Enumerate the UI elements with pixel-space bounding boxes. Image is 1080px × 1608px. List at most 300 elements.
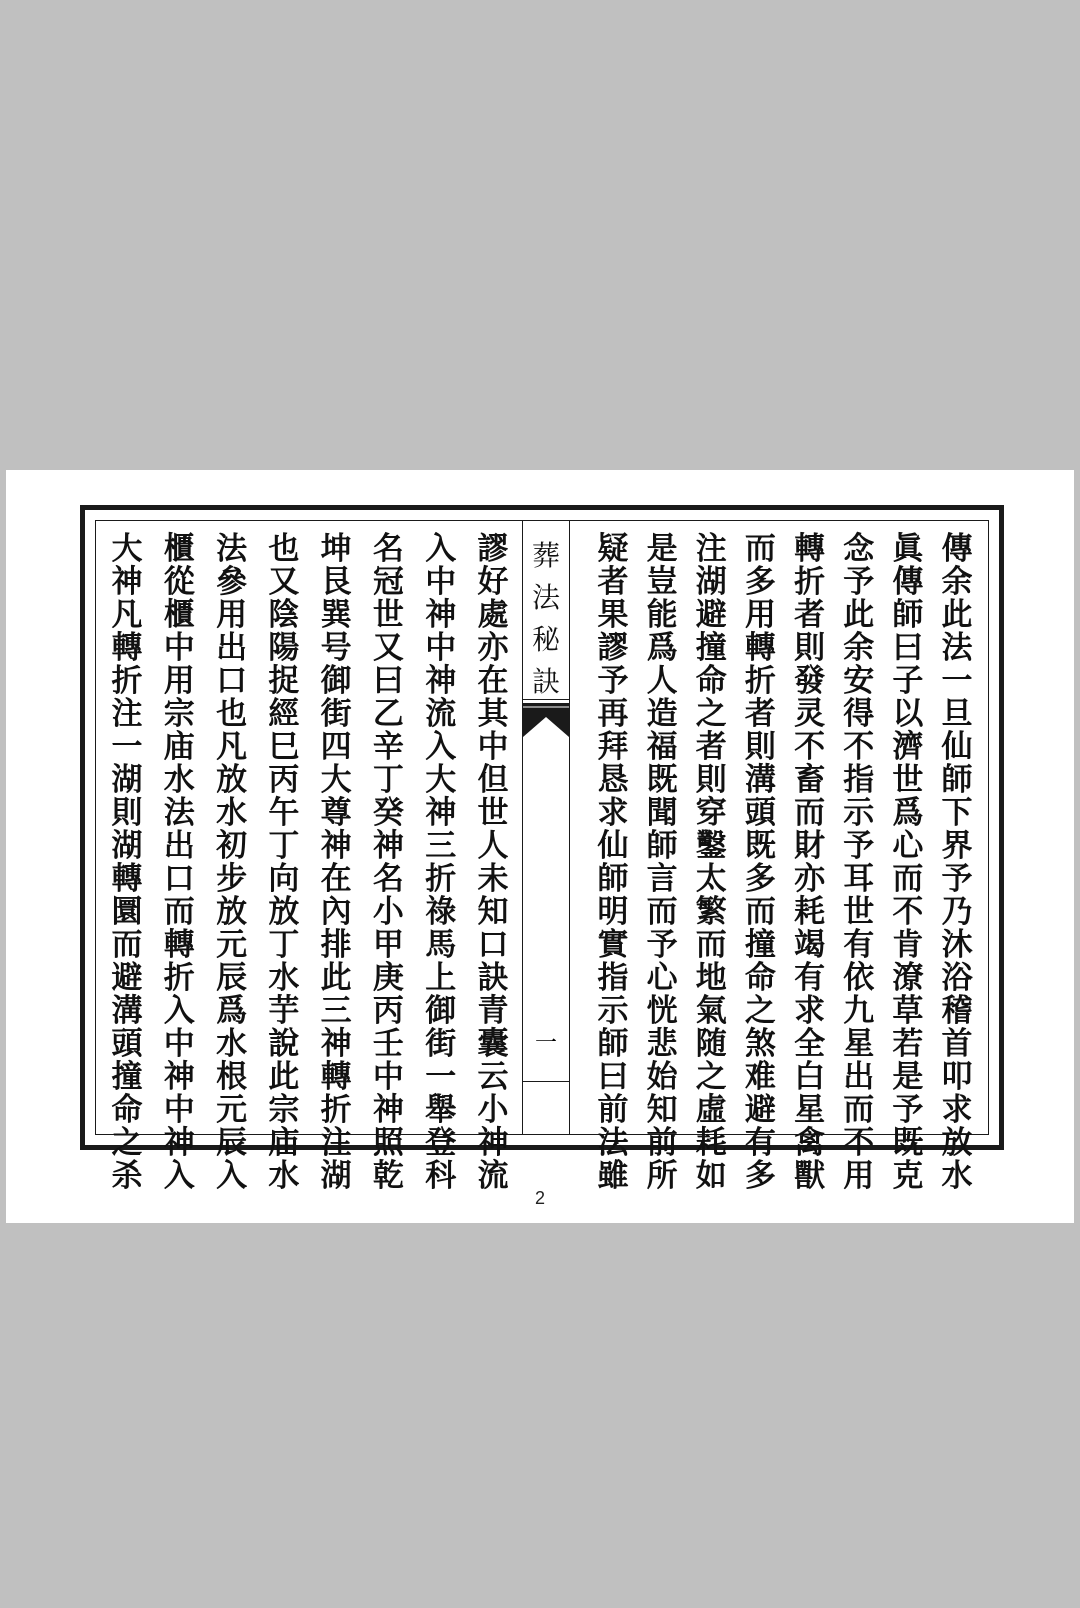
text-column <box>213 527 251 1194</box>
glyph: 再 <box>597 696 629 732</box>
glyph: 用 <box>163 663 195 699</box>
glyph: 訣 <box>477 960 509 996</box>
glyph: 既 <box>646 762 678 798</box>
glyph: 既 <box>744 828 776 864</box>
glyph: 口 <box>216 663 248 699</box>
glyph: 其 <box>477 696 509 732</box>
glyph: 尊 <box>320 795 352 831</box>
glyph: 四 <box>320 729 352 765</box>
glyph: 捉 <box>268 663 300 699</box>
glyph: 者 <box>597 564 629 600</box>
glyph: 向 <box>268 861 300 897</box>
glyph: 仙 <box>941 729 973 765</box>
glyph: 克 <box>892 1158 924 1194</box>
glyph: 櫃 <box>163 597 195 633</box>
glyph: 庙 <box>163 729 195 765</box>
glyph: 折 <box>111 663 143 699</box>
glyph: 未 <box>477 861 509 897</box>
text-column <box>741 527 779 1194</box>
glyph: 示 <box>597 993 629 1029</box>
glyph: 地 <box>695 960 727 996</box>
glyph: 撞 <box>695 630 727 666</box>
glyph: 心 <box>646 960 678 996</box>
glyph: 撞 <box>744 927 776 963</box>
glyph: 有 <box>794 960 826 996</box>
center-title <box>523 535 569 703</box>
scanned-page <box>6 470 1074 1223</box>
glyph: 元 <box>216 927 248 963</box>
glyph: 心 <box>892 828 924 864</box>
glyph: 太 <box>695 861 727 897</box>
glyph: 豈 <box>646 564 678 600</box>
glyph: 命 <box>695 663 727 699</box>
center-rule-top <box>523 699 569 700</box>
glyph: 神 <box>477 1125 509 1161</box>
glyph: 仙 <box>597 828 629 864</box>
text-column <box>317 527 355 1194</box>
glyph: 而 <box>111 927 143 963</box>
glyph: 丙 <box>372 993 404 1029</box>
glyph: 悲 <box>646 1026 678 1062</box>
glyph: 界 <box>941 828 973 864</box>
glyph: 是 <box>892 1059 924 1095</box>
glyph: 者 <box>695 729 727 765</box>
glyph: 亦 <box>477 630 509 666</box>
text-column <box>265 527 303 1194</box>
glyph: 處 <box>477 597 509 633</box>
glyph: 艮 <box>320 564 352 600</box>
glyph: 耗 <box>794 894 826 930</box>
glyph: 用 <box>216 597 248 633</box>
glyph: 知 <box>646 1092 678 1128</box>
glyph: 濟 <box>892 729 924 765</box>
glyph: 不 <box>794 729 826 765</box>
glyph: 叩 <box>941 1059 973 1095</box>
glyph: 小 <box>477 1092 509 1128</box>
glyph: 人 <box>477 828 509 864</box>
glyph: 穿 <box>695 795 727 831</box>
glyph: 鑿 <box>695 828 727 864</box>
glyph: 明 <box>597 894 629 930</box>
glyph: 人 <box>646 663 678 699</box>
glyph: 神 <box>111 564 143 600</box>
glyph: 曰 <box>372 663 404 699</box>
glyph: 湖 <box>320 1158 352 1194</box>
glyph: 雖 <box>597 1158 629 1194</box>
text-column <box>369 527 407 1194</box>
glyph: 名 <box>372 861 404 897</box>
glyph: 巽 <box>320 597 352 633</box>
glyph: 陽 <box>268 630 300 666</box>
glyph: 折 <box>163 960 195 996</box>
glyph: 中 <box>163 1092 195 1128</box>
glyph: 耗 <box>695 1125 727 1161</box>
glyph: 師 <box>941 762 973 798</box>
title-glyph: 葬 <box>531 539 560 572</box>
glyph: 冠 <box>372 564 404 600</box>
glyph: 灵 <box>794 696 826 732</box>
glyph: 神 <box>372 828 404 864</box>
glyph: 中 <box>372 1059 404 1095</box>
glyph: 祿 <box>425 894 457 930</box>
glyph: 名 <box>372 531 404 567</box>
glyph: 神 <box>163 1125 195 1161</box>
glyph: 則 <box>744 729 776 765</box>
text-column <box>692 527 730 1194</box>
glyph: 照 <box>372 1125 404 1161</box>
glyph: 丁 <box>268 927 300 963</box>
glyph: 御 <box>425 993 457 1029</box>
glyph: 折 <box>744 663 776 699</box>
glyph: 之 <box>695 696 727 732</box>
glyph: 若 <box>892 1026 924 1062</box>
glyph: 湖 <box>695 564 727 600</box>
glyph: 拜 <box>597 729 629 765</box>
glyph: 囊 <box>477 1026 509 1062</box>
glyph: 御 <box>320 663 352 699</box>
glyph: 謬 <box>477 531 509 567</box>
glyph: 而 <box>163 894 195 930</box>
glyph: 注 <box>111 696 143 732</box>
glyph: 青 <box>477 993 509 1029</box>
glyph: 煞 <box>744 1026 776 1062</box>
glyph: 凡 <box>216 729 248 765</box>
glyph: 科 <box>425 1158 457 1194</box>
glyph: 避 <box>695 597 727 633</box>
glyph: 中 <box>477 729 509 765</box>
center-rule-bottom <box>523 1081 569 1082</box>
glyph: 而 <box>646 894 678 930</box>
text-column <box>938 527 976 1194</box>
glyph: 神 <box>425 795 457 831</box>
glyph: 謬 <box>597 630 629 666</box>
glyph: 九 <box>843 993 875 1029</box>
glyph: 步 <box>216 861 248 897</box>
glyph: 撞 <box>111 1059 143 1095</box>
glyph: 肯 <box>892 927 924 963</box>
glyph: 則 <box>695 762 727 798</box>
glyph: 放 <box>941 1125 973 1161</box>
glyph: 疑 <box>597 531 629 567</box>
glyph: 圜 <box>111 894 143 930</box>
glyph: 根 <box>216 1059 248 1095</box>
glyph: 口 <box>477 927 509 963</box>
glyph: 世 <box>477 795 509 831</box>
glyph: 又 <box>372 630 404 666</box>
glyph: 內 <box>320 894 352 930</box>
glyph: 壬 <box>372 1026 404 1062</box>
glyph: 水 <box>216 795 248 831</box>
glyph: 眞 <box>892 531 924 567</box>
text-column <box>108 527 146 1194</box>
glyph: 言 <box>646 861 678 897</box>
glyph: 轉 <box>744 630 776 666</box>
glyph: 禽 <box>794 1125 826 1161</box>
glyph: 恳 <box>597 762 629 798</box>
glyph: 命 <box>111 1092 143 1128</box>
glyph: 余 <box>843 630 875 666</box>
glyph: 則 <box>111 795 143 831</box>
glyph: 此 <box>268 1059 300 1095</box>
glyph: 多 <box>744 1158 776 1194</box>
glyph: 而 <box>843 1092 875 1128</box>
glyph: 折 <box>794 564 826 600</box>
text-column <box>889 527 927 1194</box>
glyph: 指 <box>597 960 629 996</box>
glyph: 号 <box>320 630 352 666</box>
glyph: 世 <box>843 894 875 930</box>
glyph: 街 <box>320 696 352 732</box>
glyph: 轉 <box>111 630 143 666</box>
glyph: 世 <box>892 762 924 798</box>
glyph: 法 <box>216 531 248 567</box>
glyph: 旦 <box>941 696 973 732</box>
glyph: 亦 <box>794 861 826 897</box>
glyph: 前 <box>646 1125 678 1161</box>
glyph: 下 <box>941 795 973 831</box>
glyph: 丁 <box>268 828 300 864</box>
glyph: 用 <box>744 597 776 633</box>
fishtail-mark <box>523 703 569 737</box>
glyph: 予 <box>941 861 973 897</box>
glyph: 法 <box>163 795 195 831</box>
glyph: 折 <box>320 1092 352 1128</box>
glyph: 星 <box>843 1026 875 1062</box>
text-column <box>594 527 632 1194</box>
text-column <box>474 527 512 1194</box>
glyph: 入 <box>163 1158 195 1194</box>
glyph: 而 <box>794 795 826 831</box>
glyph: 入 <box>216 1158 248 1194</box>
glyph: 溝 <box>111 993 143 1029</box>
glyph: 水 <box>268 1158 300 1194</box>
glyph: 得 <box>843 696 875 732</box>
glyph: 虛 <box>695 1092 727 1128</box>
glyph: 之 <box>695 1059 727 1095</box>
glyph: 恍 <box>646 993 678 1029</box>
glyph: 宗 <box>163 696 195 732</box>
glyph: 氣 <box>695 993 727 1029</box>
glyph: 首 <box>941 1026 973 1062</box>
glyph: 午 <box>268 795 300 831</box>
glyph: 用 <box>843 1158 875 1194</box>
glyph: 乙 <box>372 696 404 732</box>
glyph: 随 <box>695 1026 727 1062</box>
glyph: 經 <box>268 696 300 732</box>
glyph: 能 <box>646 597 678 633</box>
left-half-text <box>108 527 512 1194</box>
glyph: 三 <box>425 828 457 864</box>
glyph: 放 <box>268 894 300 930</box>
glyph: 安 <box>843 663 875 699</box>
glyph: 爲 <box>646 630 678 666</box>
right-half-text <box>594 527 976 1194</box>
glyph: 避 <box>111 960 143 996</box>
glyph: 折 <box>425 861 457 897</box>
glyph: 櫃 <box>163 531 195 567</box>
page-number: 2 <box>534 1188 545 1208</box>
glyph: 也 <box>216 696 248 732</box>
glyph: 有 <box>843 927 875 963</box>
glyph: 求 <box>941 1092 973 1128</box>
glyph: 难 <box>744 1059 776 1095</box>
glyph: 排 <box>320 927 352 963</box>
glyph: 者 <box>794 597 826 633</box>
glyph: 元 <box>216 1092 248 1128</box>
glyph: 前 <box>597 1092 629 1128</box>
glyph: 在 <box>320 861 352 897</box>
glyph: 所 <box>646 1158 678 1194</box>
glyph: 曰 <box>597 1059 629 1095</box>
glyph: 既 <box>892 1125 924 1161</box>
glyph: 也 <box>268 531 300 567</box>
glyph: 街 <box>425 1026 457 1062</box>
glyph: 示 <box>843 795 875 831</box>
glyph: 避 <box>744 1092 776 1128</box>
glyph: 神 <box>425 597 457 633</box>
glyph: 神 <box>163 1059 195 1095</box>
glyph: 舉 <box>425 1092 457 1128</box>
text-column <box>791 527 829 1194</box>
page-border-outer <box>80 505 1004 1194</box>
glyph: 庚 <box>372 960 404 996</box>
glyph: 神 <box>320 1026 352 1062</box>
glyph: 傳 <box>941 531 973 567</box>
glyph: 大 <box>320 762 352 798</box>
glyph: 出 <box>163 828 195 864</box>
glyph: 之 <box>744 993 776 1029</box>
glyph: 轉 <box>111 861 143 897</box>
glyph: 念 <box>843 531 875 567</box>
glyph: 頭 <box>111 1026 143 1062</box>
glyph: 實 <box>597 927 629 963</box>
glyph: 之 <box>111 1125 143 1161</box>
glyph: 不 <box>843 1125 875 1161</box>
glyph: 爲 <box>892 795 924 831</box>
glyph: 一 <box>425 1059 457 1095</box>
glyph: 有 <box>744 1125 776 1161</box>
glyph: 辰 <box>216 960 248 996</box>
glyph: 如 <box>695 1158 727 1194</box>
glyph: 予 <box>843 564 875 600</box>
glyph: 而 <box>744 531 776 567</box>
glyph: 竭 <box>794 927 826 963</box>
glyph: 馬 <box>425 927 457 963</box>
glyph: 宗 <box>268 1092 300 1128</box>
glyph: 放 <box>216 894 248 930</box>
glyph: 頭 <box>744 795 776 831</box>
glyph: 登 <box>425 1125 457 1161</box>
glyph: 沐 <box>941 927 973 963</box>
glyph: 而 <box>695 927 727 963</box>
glyph: 中 <box>425 564 457 600</box>
glyph: 巳 <box>268 729 300 765</box>
glyph: 湖 <box>111 762 143 798</box>
glyph: 芋 <box>268 993 300 1029</box>
glyph: 此 <box>843 597 875 633</box>
glyph: 辰 <box>216 1125 248 1161</box>
glyph: 指 <box>843 762 875 798</box>
glyph: 坤 <box>320 531 352 567</box>
glyph: 而 <box>744 894 776 930</box>
page-border-inner <box>95 520 989 1194</box>
glyph: 陰 <box>268 597 300 633</box>
glyph: 甲 <box>372 927 404 963</box>
glyph: 丙 <box>268 762 300 798</box>
glyph: 求 <box>794 993 826 1029</box>
glyph: 知 <box>477 894 509 930</box>
glyph: 小 <box>372 894 404 930</box>
glyph: 則 <box>794 630 826 666</box>
glyph: 入 <box>425 729 457 765</box>
glyph: 好 <box>477 564 509 600</box>
glyph: 乃 <box>941 894 973 930</box>
glyph: 始 <box>646 1059 678 1095</box>
glyph: 出 <box>216 630 248 666</box>
center-margin-band <box>522 521 570 1134</box>
glyph: 神 <box>320 828 352 864</box>
glyph: 轉 <box>163 927 195 963</box>
glyph: 星 <box>794 1092 826 1128</box>
glyph: 說 <box>268 1026 300 1062</box>
glyph: 流 <box>425 696 457 732</box>
glyph: 神 <box>425 663 457 699</box>
glyph: 不 <box>843 729 875 765</box>
glyph: 入 <box>163 993 195 1029</box>
glyph: 水 <box>941 1158 973 1194</box>
glyph: 初 <box>216 828 248 864</box>
glyph: 求 <box>597 795 629 831</box>
glyph: 予 <box>597 663 629 699</box>
glyph: 杀 <box>111 1158 143 1194</box>
text-column <box>643 527 681 1194</box>
glyph: 水 <box>216 1026 248 1062</box>
glyph: 此 <box>941 597 973 633</box>
glyph: 世 <box>372 597 404 633</box>
glyph: 財 <box>794 828 826 864</box>
glyph: 子 <box>892 663 924 699</box>
text-column <box>422 527 460 1194</box>
glyph: 多 <box>744 861 776 897</box>
glyph: 凡 <box>111 597 143 633</box>
glyph: 造 <box>646 696 678 732</box>
glyph: 一 <box>941 663 973 699</box>
glyph: 此 <box>320 960 352 996</box>
glyph: 法 <box>941 630 973 666</box>
glyph: 師 <box>892 597 924 633</box>
glyph: 稽 <box>941 993 973 1029</box>
glyph: 予 <box>646 927 678 963</box>
title-glyph: 秘 <box>531 623 560 656</box>
glyph: 傳 <box>892 564 924 600</box>
glyph: 而 <box>892 861 924 897</box>
glyph: 福 <box>646 729 678 765</box>
glyph: 水 <box>268 960 300 996</box>
glyph: 繁 <box>695 894 727 930</box>
glyph: 丁 <box>372 762 404 798</box>
text-column <box>160 527 198 1194</box>
glyph: 多 <box>744 564 776 600</box>
glyph: 參 <box>216 564 248 600</box>
glyph: 浴 <box>941 960 973 996</box>
glyph: 聞 <box>646 795 678 831</box>
glyph: 云 <box>477 1059 509 1095</box>
glyph: 畜 <box>794 762 826 798</box>
glyph: 入 <box>425 531 457 567</box>
glyph: 余 <box>941 564 973 600</box>
glyph: 又 <box>268 564 300 600</box>
glyph: 爲 <box>216 993 248 1029</box>
